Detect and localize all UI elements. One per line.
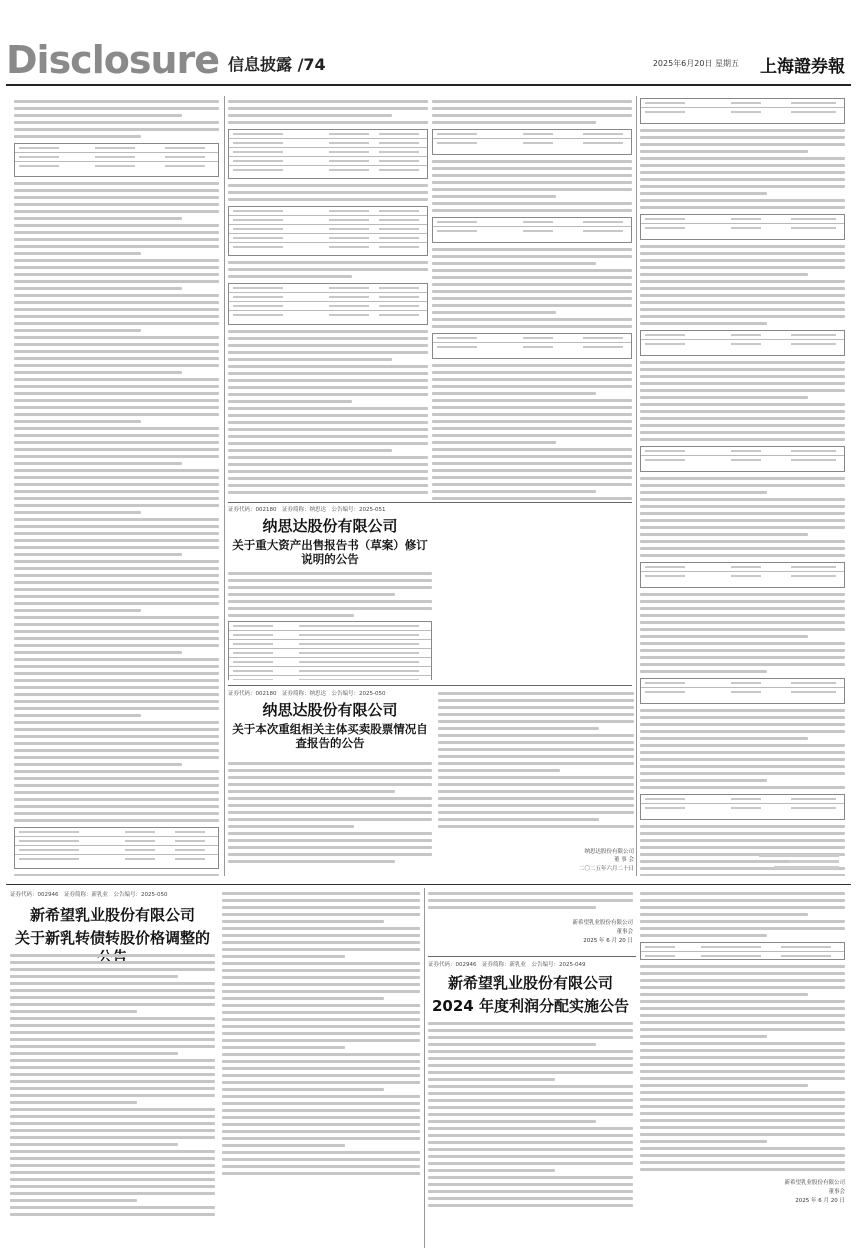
masthead-band: [0, 0, 857, 10]
data-table: [640, 98, 845, 124]
signature-company: 新希望乳业股份有限公司: [572, 920, 633, 926]
company-name: 新希望乳业股份有限公司: [447, 974, 613, 992]
article-text-block: [14, 96, 219, 876]
company-name: 新希望乳业股份有限公司: [29, 906, 195, 924]
signature-block: [428, 919, 633, 945]
data-table: [14, 143, 219, 177]
data-table: [640, 214, 845, 240]
data-table: [432, 217, 632, 243]
data-table: [640, 794, 845, 820]
section-divider: [6, 884, 851, 885]
convertible-bond-continuation: [428, 888, 633, 958]
signature-date: 2025 年 6 月 20 日: [795, 1197, 845, 1204]
data-table: [432, 333, 632, 359]
company-name: 纳思达股份有限公司: [262, 517, 398, 535]
announcement-meta: 证券代码：002946 证券简称：新乳业 公告编号：2025-049: [428, 962, 586, 968]
article-column-3: [432, 96, 632, 501]
announcement-title: 关于重大资产出售报告书（草案）修订说明的公告: [232, 537, 428, 567]
signature-board: 董 事 会: [614, 857, 634, 864]
signature-company: 纳思达股份有限公司: [584, 848, 634, 855]
announcement-divider: [428, 956, 636, 957]
data-table: [640, 446, 845, 472]
announcement-convertible-bond: [10, 888, 422, 1248]
revision-table: [228, 621, 432, 681]
masthead-rule: [6, 84, 851, 86]
page-title: 信息披露 /74: [228, 55, 326, 74]
section-word-logo: Disclosure: [6, 38, 220, 82]
announcement-divider: [228, 502, 632, 503]
newspaper-brand: 上海證券報: [760, 57, 845, 77]
announcement-meta: 证券代码：002180 证券简称：纳思达 公告编号：2025-050: [228, 691, 386, 697]
data-table: [640, 678, 845, 704]
article-text-block: [228, 96, 428, 498]
article-text-block: [640, 96, 845, 876]
company-name: 纳思达股份有限公司: [262, 701, 398, 719]
dividend-continuation: [640, 888, 845, 1248]
announcement-title: 关于新乳转债转股价格调整的: [14, 928, 210, 947]
announcement-insider-trading: [228, 688, 638, 876]
signature-company: 新希望乳业股份有限公司: [784, 1180, 845, 1186]
announcement-title: 2024 年度利润分配实施公告: [432, 996, 629, 1015]
masthead: [0, 0, 857, 86]
data-table: [228, 206, 428, 256]
announcement-material-asset: [228, 504, 432, 680]
article-text-block: [432, 96, 632, 501]
signature-board: 董事会: [616, 928, 633, 935]
signature-block: [640, 1179, 845, 1205]
column-divider: [224, 96, 225, 876]
article-column-4: [640, 96, 845, 876]
announcement-title: 关于本次重组相关主体买卖股票情况自查报告的公告: [232, 721, 428, 751]
article-column-1: [14, 96, 219, 876]
announcement-meta: 证券代码：002946 证券简称：新乳业 公告编号：2025-050: [10, 892, 168, 898]
data-table: [432, 129, 632, 155]
data-table: [228, 129, 428, 179]
column-divider: [636, 96, 637, 876]
issue-date: 2025年6月20日 星期五: [652, 59, 739, 68]
data-table: [14, 827, 219, 869]
article-column-2: [228, 96, 428, 501]
column-divider: [424, 888, 425, 1248]
announcement-divider: [228, 685, 632, 686]
signature-block: [579, 848, 634, 874]
data-table: [640, 330, 845, 356]
data-table: [640, 562, 845, 588]
signature-board: 董事会: [828, 1188, 845, 1195]
data-table: [640, 942, 845, 960]
data-table: [228, 283, 428, 325]
signature-date: 二〇二五年六月二十日: [578, 866, 634, 873]
announcement-meta: 证券代码：002180 证券简称：纳思达 公告编号：2025-051: [228, 507, 386, 513]
signature-date: 2025 年 6 月 20 日: [583, 937, 633, 944]
signature-block: [719, 851, 839, 872]
